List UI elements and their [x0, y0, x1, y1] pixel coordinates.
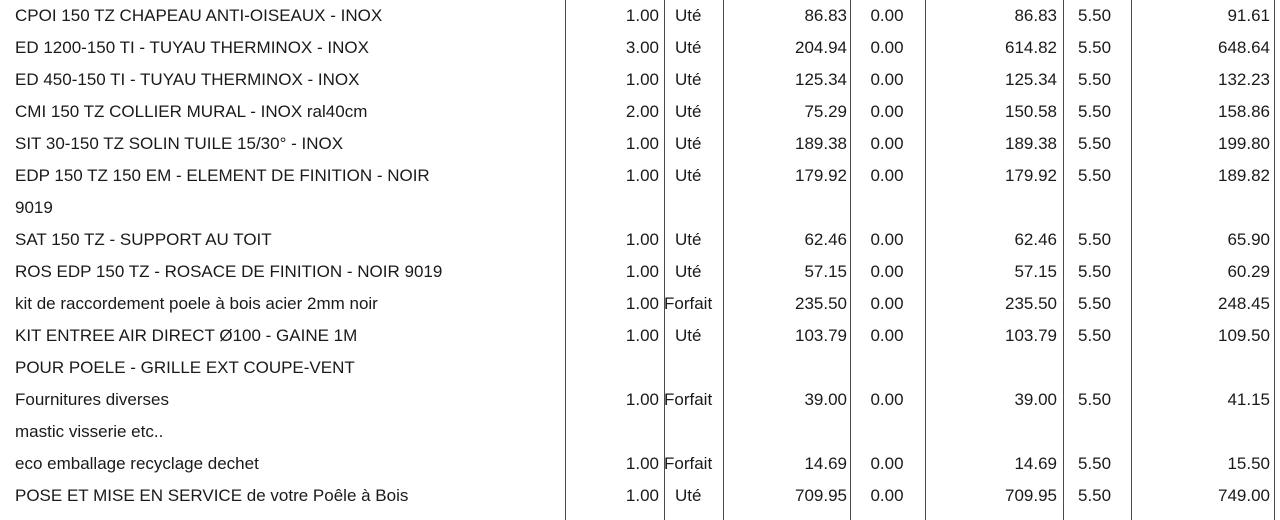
- item-unit: Uté: [675, 38, 702, 57]
- item-total-ht: 125.34: [1005, 70, 1057, 89]
- item-vat-rate: 5.50: [1078, 230, 1112, 249]
- item-unit: [664, 352, 730, 384]
- item-unit-price: 86.83: [804, 6, 847, 25]
- item-description: SAT 150 TZ - SUPPORT AU TOIT: [15, 230, 272, 249]
- item-quantity: 3.00: [625, 38, 659, 57]
- item-unit: Forfait: [664, 390, 713, 409]
- table-row: [0, 256, 1280, 288]
- item-total-ht: 62.46: [1014, 230, 1057, 249]
- item-total-ht: 86.83: [1014, 6, 1057, 25]
- item-unit-price: 709.95: [795, 486, 847, 505]
- item-total-ttc: 248.45: [1218, 294, 1270, 313]
- item-description: POUR POELE - GRILLE EXT COUPE-VENT: [15, 358, 355, 377]
- item-vat-rate: 5.50: [1078, 6, 1112, 25]
- item-discount: 0.00: [870, 38, 904, 57]
- item-vat-rate: 5.50: [1078, 70, 1112, 89]
- table-row: [0, 352, 1280, 384]
- item-quantity: 1.00: [625, 134, 659, 153]
- item-quantity: 1.00: [625, 70, 659, 89]
- item-total-ht: 150.58: [1005, 102, 1057, 121]
- item-unit-price: 204.94: [795, 38, 847, 57]
- item-unit-price: 189.38: [795, 134, 847, 153]
- item-discount: [852, 416, 922, 448]
- item-description: eco emballage recyclage dechet: [15, 454, 259, 473]
- item-unit-price: 57.15: [804, 262, 847, 281]
- item-quantity: [566, 416, 659, 448]
- item-total-ttc: 158.86: [1218, 102, 1270, 121]
- item-discount: 0.00: [870, 102, 904, 121]
- item-total-ttc: 65.90: [1227, 230, 1270, 249]
- item-quantity: 1.00: [625, 262, 659, 281]
- item-vat-rate: 5.50: [1078, 326, 1112, 345]
- item-vat-rate: 5.50: [1078, 102, 1112, 121]
- table-row: [0, 160, 1280, 192]
- table-row: [0, 448, 1280, 480]
- item-unit: [664, 416, 730, 448]
- item-total-ttc: [1135, 192, 1270, 224]
- item-unit: [664, 192, 730, 224]
- item-total-ht: [930, 192, 1057, 224]
- item-quantity: 1.00: [625, 294, 659, 313]
- item-unit: Uté: [675, 6, 702, 25]
- item-total-ttc: 91.61: [1227, 6, 1270, 25]
- item-total-ttc: [1135, 352, 1270, 384]
- table-row: [0, 288, 1280, 320]
- item-unit-price: [725, 192, 847, 224]
- item-unit-price: 14.69: [804, 454, 847, 473]
- table-row: [0, 0, 1280, 32]
- item-quantity: 2.00: [625, 102, 659, 121]
- item-description: CMI 150 TZ COLLIER MURAL - INOX ral40cm: [15, 102, 368, 121]
- item-unit-price: 103.79: [795, 326, 847, 345]
- item-description: ED 1200-150 TI - TUYAU THERMINOX - INOX: [15, 38, 369, 57]
- item-discount: 0.00: [870, 70, 904, 89]
- item-total-ttc: 109.50: [1218, 326, 1270, 345]
- item-description: kit de raccordement poele à bois acier 2mm noir: [15, 294, 378, 313]
- item-unit: Uté: [675, 262, 702, 281]
- item-quantity: [566, 352, 659, 384]
- item-quantity: [566, 192, 659, 224]
- item-total-ttc: 15.50: [1227, 454, 1270, 473]
- item-unit: Uté: [675, 134, 702, 153]
- table-row: [0, 480, 1280, 512]
- item-vat-rate: 5.50: [1078, 38, 1112, 57]
- item-unit: Uté: [675, 230, 702, 249]
- item-description: POSE ET MISE EN SERVICE de votre Poêle à Bois: [15, 486, 409, 505]
- item-description: SIT 30-150 TZ SOLIN TUILE 15/30° - INOX: [15, 134, 344, 153]
- item-description: KIT ENTREE AIR DIRECT Ø100 - GAINE 1M: [15, 326, 358, 345]
- item-total-ht: 189.38: [1005, 134, 1057, 153]
- item-discount: 0.00: [870, 230, 904, 249]
- item-vat-rate: 5.50: [1078, 262, 1112, 281]
- item-vat-rate: [1070, 192, 1130, 224]
- item-unit: Uté: [675, 486, 702, 505]
- table-row: [0, 320, 1280, 352]
- item-vat-rate: 5.50: [1078, 486, 1112, 505]
- item-vat-rate: 5.50: [1078, 134, 1112, 153]
- item-total-ht: 14.69: [1014, 454, 1057, 473]
- item-description: ED 450-150 TI - TUYAU THERMINOX - INOX: [15, 70, 360, 89]
- item-discount: 0.00: [870, 6, 904, 25]
- item-total-ttc: [1135, 416, 1270, 448]
- item-unit-price: 75.29: [804, 102, 847, 121]
- item-total-ttc: 41.15: [1227, 390, 1270, 409]
- item-vat-rate: [1070, 352, 1130, 384]
- table-row: [0, 64, 1280, 96]
- item-description: ROS EDP 150 TZ - ROSACE DE FINITION - NOIR 9019: [15, 262, 443, 281]
- item-total-ht: 103.79: [1005, 326, 1057, 345]
- table-row: [0, 384, 1280, 416]
- item-total-ht: 179.92: [1005, 166, 1057, 185]
- item-total-ht: [930, 416, 1057, 448]
- item-unit-price: [725, 416, 847, 448]
- item-unit-price: 62.46: [804, 230, 847, 249]
- item-total-ht: 235.50: [1005, 294, 1057, 313]
- item-total-ht: 39.00: [1014, 390, 1057, 409]
- item-unit: Uté: [675, 102, 702, 121]
- item-discount: 0.00: [870, 166, 904, 185]
- item-total-ht: 57.15: [1014, 262, 1057, 281]
- item-description: mastic visserie etc..: [15, 422, 164, 441]
- table-row: [0, 416, 1280, 448]
- item-quantity: 1.00: [625, 166, 659, 185]
- item-unit: Uté: [675, 326, 702, 345]
- item-unit-price: 39.00: [804, 390, 847, 409]
- item-unit-price: [725, 352, 847, 384]
- item-vat-rate: [1070, 416, 1130, 448]
- item-discount: [852, 192, 922, 224]
- item-unit: Uté: [675, 166, 702, 185]
- item-discount: 0.00: [870, 294, 904, 313]
- item-description: EDP 150 TZ 150 EM - ELEMENT DE FINITION - NOIR: [15, 166, 430, 185]
- item-description: Fournitures diverses: [15, 390, 170, 409]
- item-unit: Uté: [675, 70, 702, 89]
- item-total-ht: [930, 352, 1057, 384]
- item-unit-price: 235.50: [795, 294, 847, 313]
- item-vat-rate: 5.50: [1078, 294, 1112, 313]
- item-discount: 0.00: [870, 326, 904, 345]
- item-quantity: 1.00: [625, 486, 659, 505]
- item-unit: Forfait: [664, 454, 713, 473]
- item-unit-price: 125.34: [795, 70, 847, 89]
- table-row: [0, 128, 1280, 160]
- item-unit-price: 179.92: [795, 166, 847, 185]
- item-description: CPOI 150 TZ CHAPEAU ANTI-OISEAUX - INOX: [15, 6, 383, 25]
- item-discount: 0.00: [870, 134, 904, 153]
- item-quantity: 1.00: [625, 390, 659, 409]
- item-total-ttc: 132.23: [1218, 70, 1270, 89]
- item-discount: 0.00: [870, 486, 904, 505]
- item-total-ttc: 189.82: [1218, 166, 1270, 185]
- item-vat-rate: 5.50: [1078, 454, 1112, 473]
- item-total-ttc: 199.80: [1218, 134, 1270, 153]
- item-quantity: 1.00: [625, 230, 659, 249]
- item-discount: [852, 352, 922, 384]
- item-total-ttc: 648.64: [1218, 38, 1270, 57]
- item-total-ttc: 749.00: [1218, 486, 1270, 505]
- table-row: [0, 224, 1280, 256]
- item-total-ht: 709.95: [1005, 486, 1057, 505]
- item-vat-rate: 5.50: [1078, 390, 1112, 409]
- item-total-ht: 614.82: [1005, 38, 1057, 57]
- table-row: [0, 32, 1280, 64]
- item-discount: 0.00: [870, 262, 904, 281]
- item-quantity: 1.00: [625, 326, 659, 345]
- table-row: [0, 96, 1280, 128]
- item-description: 9019: [15, 198, 53, 217]
- item-quantity: 1.00: [625, 454, 659, 473]
- item-discount: 0.00: [870, 454, 904, 473]
- item-total-ttc: 60.29: [1227, 262, 1270, 281]
- item-unit: Forfait: [664, 294, 713, 313]
- item-discount: 0.00: [870, 390, 904, 409]
- table-row: [0, 192, 1280, 224]
- item-vat-rate: 5.50: [1078, 166, 1112, 185]
- item-quantity: 1.00: [625, 6, 659, 25]
